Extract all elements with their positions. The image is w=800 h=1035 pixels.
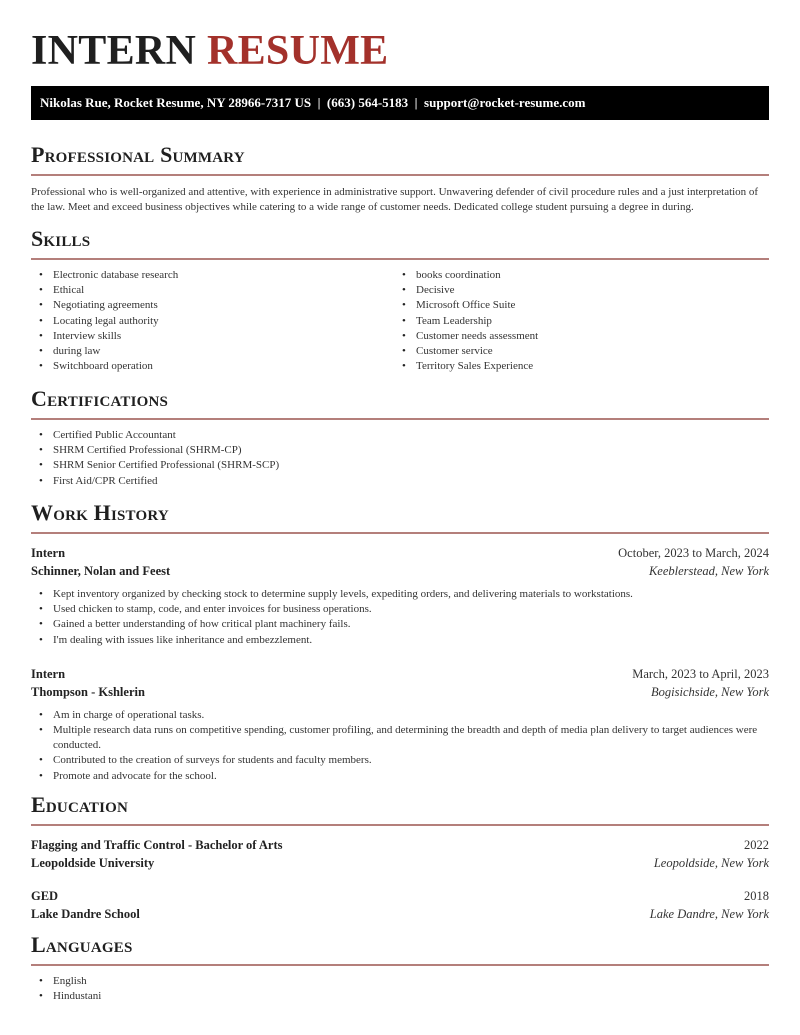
job-responsibilities: [31, 708, 769, 784]
job-position: Intern: [31, 546, 66, 560]
contact-info: Nikolas Rue, Rocket Resume, NY 28966-7317 US | (663) 564-5183 | support@rocket-resume.com: [40, 95, 586, 110]
skill-item: • Customer service: [394, 344, 757, 359]
skill-item: • books coordination: [394, 268, 757, 283]
section-title: Certifications: [31, 386, 169, 411]
education-school: Leopoldside University: [31, 856, 155, 870]
skill-item: • Customer needs assessment: [394, 329, 757, 344]
language-item: • Hindustani: [31, 989, 769, 1004]
responsibility-item: • Multiple research data runs on competitive spending, customer profiling, and determining the breadth and depth of media plan delivery to target audiences were conducted.: [31, 723, 769, 753]
education-year: 2018: [744, 889, 769, 903]
certification-item: • Certified Public Accountant: [31, 428, 769, 443]
job-position: Intern: [31, 666, 66, 681]
skill-item: • Locating legal authority: [31, 314, 394, 329]
skill-item: • during law: [31, 344, 394, 359]
education-degree: Flagging and Traffic Control - Bachelor of Arts: [31, 838, 283, 852]
language-item: • English: [31, 974, 769, 989]
skill-item: • Electronic database research: [31, 268, 394, 283]
certification-item: • First Aid/CPR Certified: [31, 474, 769, 489]
skill-item: • Ethical: [31, 283, 394, 298]
section-title: Professional Summary: [31, 142, 245, 167]
section-title: Skills: [31, 226, 91, 251]
section-divider: [31, 964, 769, 966]
section-divider: [31, 418, 769, 420]
title-part-1: INTERN: [31, 28, 197, 74]
section-title: Languages: [31, 932, 133, 957]
section-skills: [31, 226, 769, 374]
summary-text: Professional who is well-organized and attentive, with experience in administrative support. Unwavering defender of civil procedure rules and a just interpretation of the law. Meet and exceed business objectives while catering to a wide range of customer needs. Dedicated college student pursuing a degree in during.: [31, 186, 759, 213]
education-entry: [31, 836, 769, 872]
section-professional-summary: [31, 142, 769, 215]
languages-list: [31, 974, 769, 1004]
job-company: Schinner, Nolan and Feest: [31, 564, 171, 578]
education-location: Lake Dandre, New York: [649, 907, 769, 921]
section-languages: [31, 932, 769, 1004]
skill-item: • Switchboard operation: [31, 359, 394, 374]
certifications-list: [31, 428, 769, 489]
skill-item: • Negotiating agreements: [31, 298, 394, 313]
responsibility-item: • Kept inventory organized by checking stock to determine supply levels, expediting orders, and delivering materials to workstations.: [31, 587, 769, 602]
job-responsibilities: [31, 587, 769, 648]
section-divider: [31, 824, 769, 826]
responsibility-item: • Contributed to the creation of surveys for students and faculty members.: [31, 753, 769, 768]
section-work-history: [31, 500, 769, 784]
section-title: Work History: [31, 500, 169, 525]
section-title: Education: [31, 792, 129, 817]
resume-title: [31, 28, 388, 74]
responsibility-item: • I'm dealing with issues like inheritance and embezzlement.: [31, 633, 769, 648]
section-education: [31, 792, 769, 923]
skill-item: • Decisive: [394, 283, 757, 298]
section-divider: [31, 532, 769, 534]
job-entry: [31, 665, 769, 784]
skill-item: • Microsoft Office Suite: [394, 298, 757, 313]
skill-item: • Interview skills: [31, 329, 394, 344]
certification-item: • SHRM Certified Professional (SHRM-CP): [31, 443, 769, 458]
education-entry: [31, 887, 769, 923]
job-location: Bogisichside, New York: [651, 684, 769, 699]
responsibility-item: • Used chicken to stamp, code, and enter invoices for business operations.: [31, 602, 769, 617]
responsibility-item: • Am in charge of operational tasks.: [31, 708, 769, 723]
responsibility-item: • Promote and advocate for the school.: [31, 769, 769, 784]
job-company: Thompson - Kshlerin: [31, 684, 145, 699]
section-divider: [31, 174, 769, 176]
job-dates: October, 2023 to March, 2024: [618, 546, 769, 560]
job-location: Keeblerstead, New York: [648, 564, 769, 578]
skills-list-left: [31, 268, 394, 374]
title-part-2: RESUME: [206, 28, 389, 74]
education-year: 2022: [744, 838, 769, 852]
education-location: Leopoldside, New York: [653, 856, 769, 870]
skill-item: • Territory Sales Experience: [394, 359, 757, 374]
job-dates: March, 2023 to April, 2023: [632, 666, 769, 681]
skill-item: • Team Leadership: [394, 314, 757, 329]
section-certifications: [31, 386, 769, 489]
skills-list-right: [394, 268, 757, 374]
certification-item: • SHRM Senior Certified Professional (SHRM-SCP): [31, 458, 769, 473]
responsibility-item: • Gained a better understanding of how critical plant machinery fails.: [31, 617, 769, 632]
skills-columns: [31, 260, 769, 374]
education-school: Lake Dandre School: [31, 907, 140, 921]
education-degree: GED: [31, 889, 59, 903]
job-entry: [31, 544, 769, 648]
contact-bar: [31, 86, 769, 120]
